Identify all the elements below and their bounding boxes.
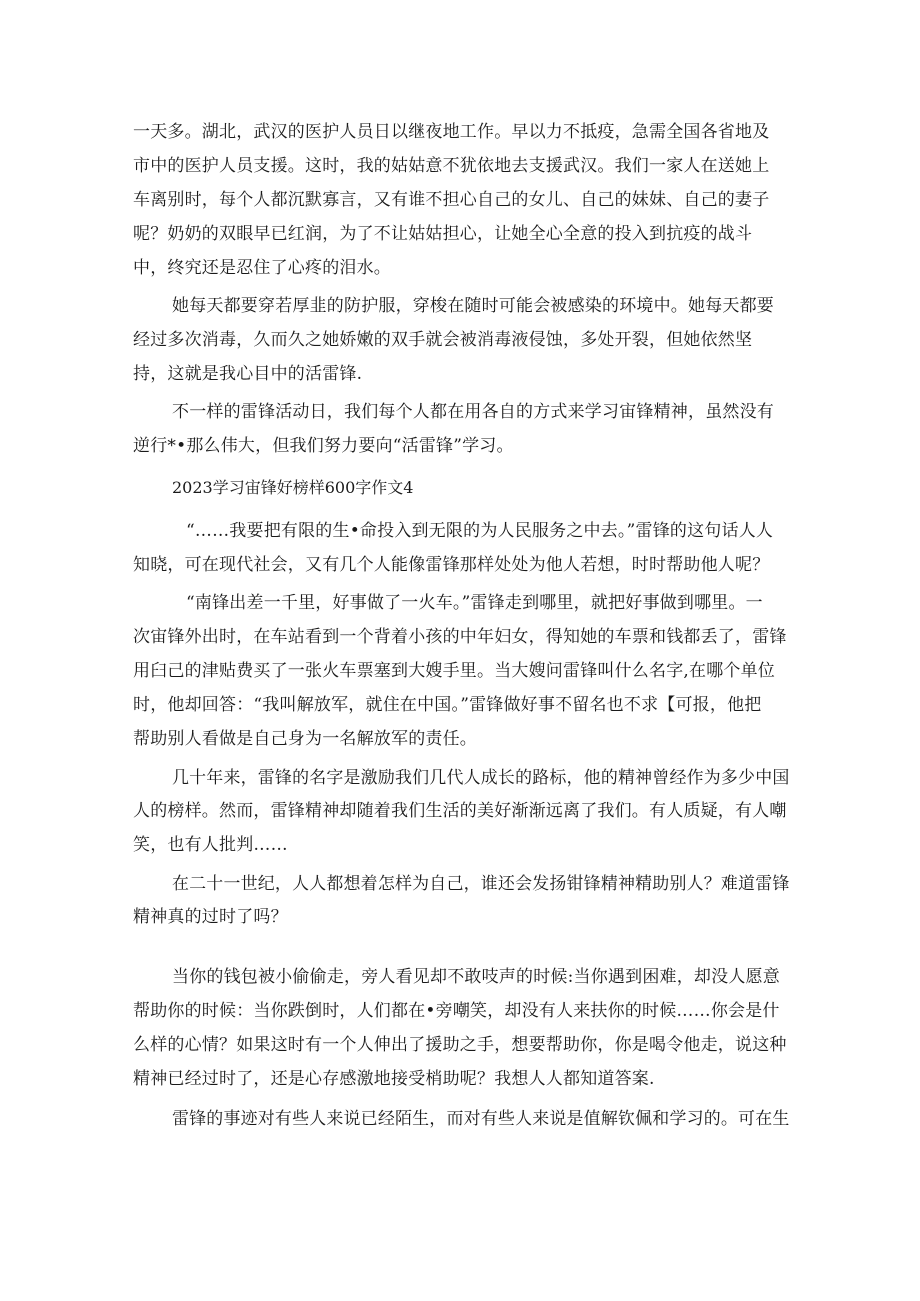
text-line: 笑，也有人批判…… [133,835,288,855]
text-line: 车离别时，每个人都沉默寡言，又有谁不担心自己的女儿、自己的妹妹、自己的妻子 [133,190,770,210]
text-line: 在二十一世纪，人人都想着怎样为自己，谁还会发扬钳锋精神精助别人？难道雷锋 [172,873,790,893]
text-line: 时，他却回答：“我叫解放军，就住在中国。”雷锋做好事不留名也不求【可报，他把 [133,695,762,715]
text-line: 人的榜样。然而，雷锋精神却随着我们生活的美好渐渐远离了我们。有人质疑，有人嘲 [133,801,787,821]
text-line: 帮助别人看做是自己身为一名解放军的责任。 [133,729,477,749]
text-line: 几十年来，雷锋的名字是激励我们几代人成长的路标，他的精神曾经作为多少中国 [172,767,790,787]
text-line: 不一样的雷锋活动日，我们每个人都在用各自的方式来学习宙锋精神，虽然没有 [172,402,774,422]
text-line: 精神真的过时了吗？ [133,907,288,927]
text-line: 雷锋的事迹对有些人来说已经陌生，而对有些人来说是值解钦佩和学习的。可在生 [172,1108,790,1128]
text-line: 当你的钱包被小偷偷走，旁人看见却不敢吱声的时候:当你遇到困难，却没人愿意 [172,967,780,987]
section-heading: 2023学习宙锋好榜样600字作文4 [172,478,414,497]
text-line: 一天多。湖北，武汉的医护人员日以继夜地工作。早以力不抵疫，急需全国各省地及 [133,122,770,142]
text-line: 逆行*•那么伟大，但我们努力要向“活雷锋”学习。 [133,436,514,456]
text-line: “……我要把有限的生•命投入到无限的为人民服务之中去。”雷锋的这句话人人 [186,521,774,541]
text-line: 她每天都要穿若厚韭的防护服，穿梭在随时可能会被感染的环境中。她每天都要 [172,296,774,316]
text-line: 持，这就是我心目中的活雷锋. [133,364,363,384]
text-line: 市中的医护人员支援。这时，我的姑姑意不犹依地去支援武汉。我们一家人在送她上 [133,156,770,176]
text-line: 么样的心情？如果这时有一个人伸出了援助之手，想要帮助你，你是喝令他走，说这种 [133,1035,787,1055]
text-line: 中，终究还是忍住了心疼的泪水。 [133,258,391,278]
text-line: 呢？奶奶的双眼早已红润，为了不让姑姑担心，让她全心全意的投入到抗疫的战斗 [133,224,753,244]
text-line: 帮助你的时候：当你跌倒时，人们都在•旁嘲笑，却没有人来扶你的时候……你会是什 [133,1001,780,1021]
text-line: 次宙锋外出时，在车站看到一个背着小孩的中年妇女，得知她的车票和钱都丢了，雷锋 [133,627,787,647]
text-line: 精神已经过时了，还是心存感激地接受梢助呢？我想人人都知道答案. [133,1069,655,1089]
text-line: 用臼己的津贴费买了一张火车票塞到大嫂手里。当大嫂问雷锋叫什么名字,在哪个单位 [133,661,776,681]
text-line: 经过多次消毒，久而久之她娇嫩的双手就会被消毒液侵蚀，多处开裂，但她依然坚 [133,330,753,350]
text-line: 知晓，可在现代社会，又有几个人能像雷锋那样处处为他人若想，时时帮助他人呢？ [133,555,770,575]
text-line: “南锋出差一千里，好事做了一火车。”雷锋走到哪里，就把好事做到哪里。一 [186,593,763,613]
